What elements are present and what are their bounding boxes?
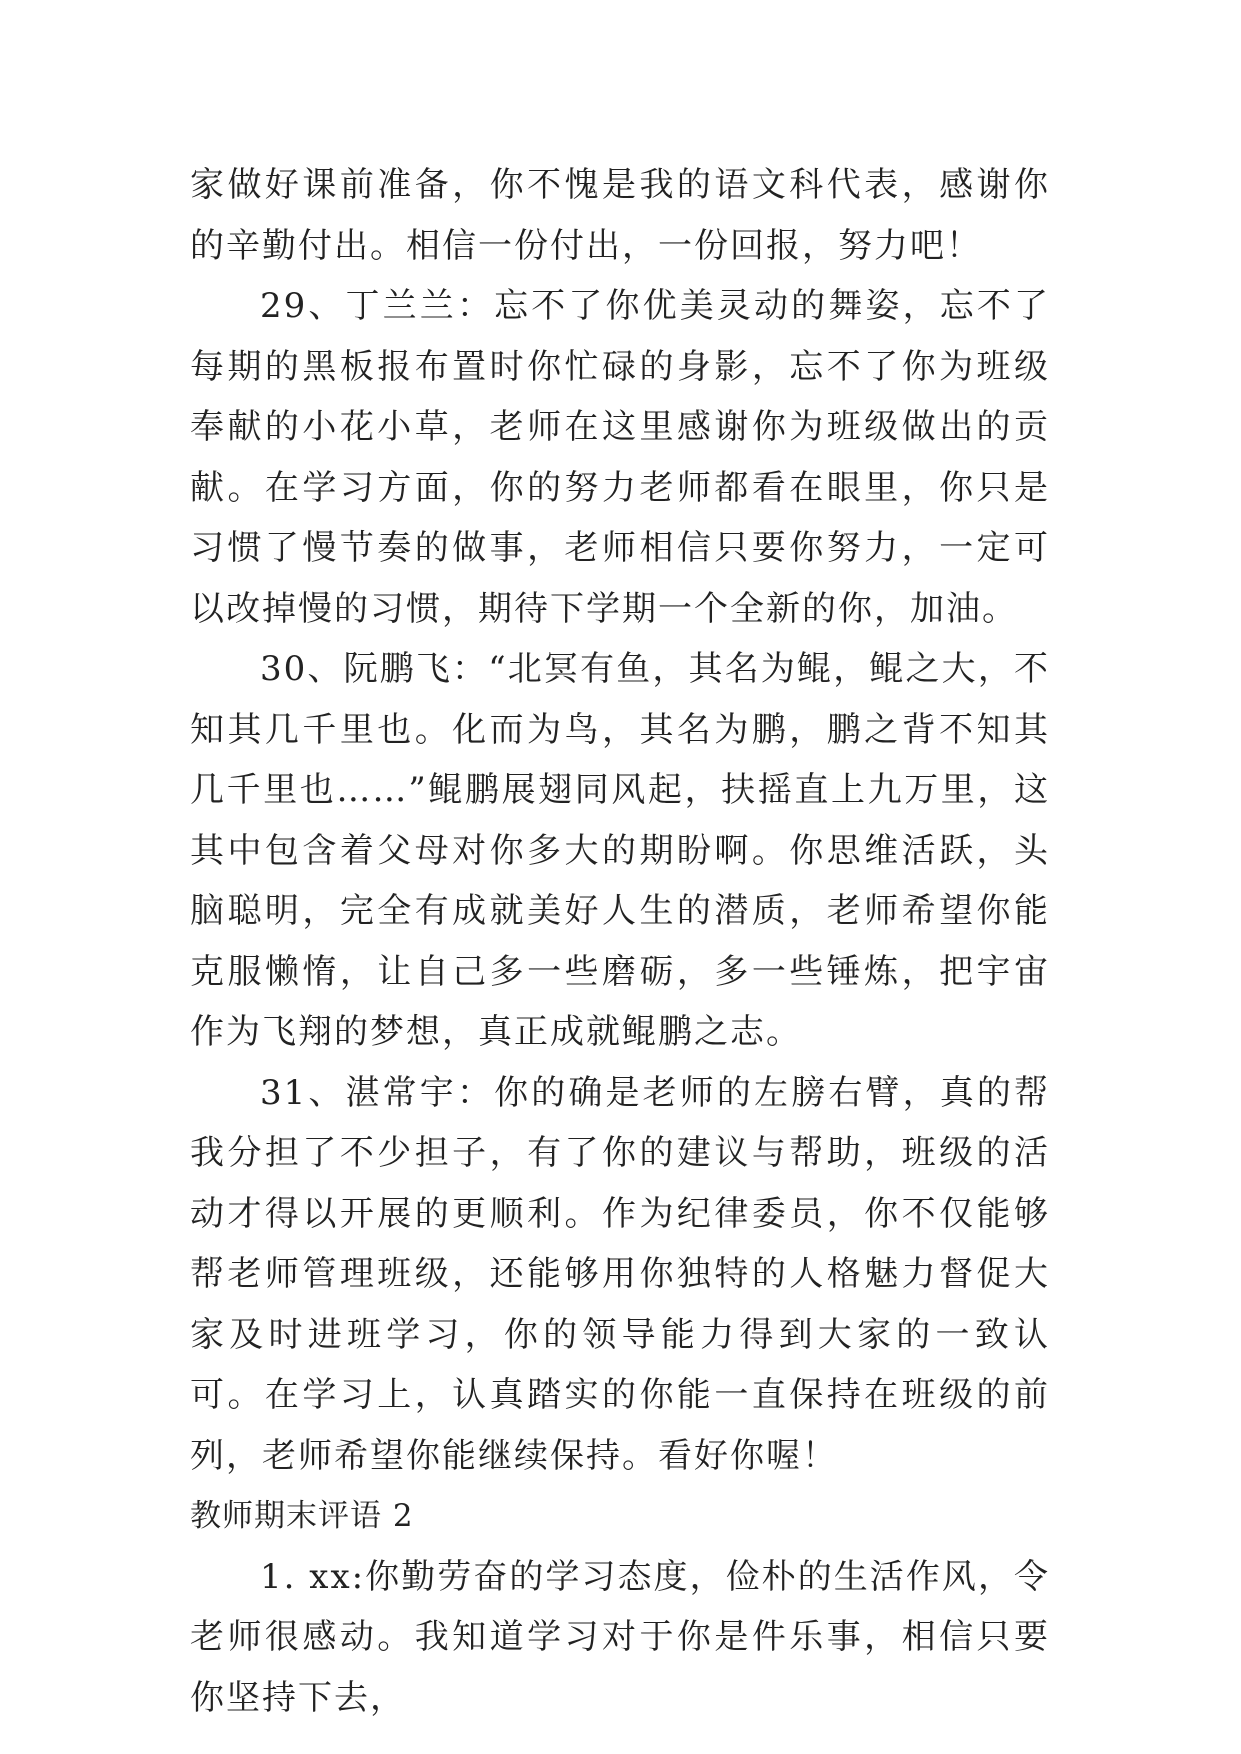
paragraph-continuation: 家做好课前准备，你不愧是我的语文科代表，感谢你的辛勤付出。相信一份付出，一份回报，努力吧！ (190, 165, 1050, 266)
paragraph-section-comment-1: 1. xx:你勤劳奋的学习态度，俭朴的生活作风，令老师很感动。我知道学习对于你是件乐事，相信只要你坚持下去， (190, 1556, 1050, 1718)
paragraph-comment-30: 30、阮鹏飞：“北冥有鱼，其名为鲲，鲲之大，不知其几千里也。化而为鸟，其名为鹏，鹏之背不知其几千里也……”鲲鹏展翅同风起，扶摇直上九万里，这其中包含着父母对你多大的期盼啊。你思维活跃，头脑聪明，完全有成就美好人生的潜质，老师希望你能克服懒惰，让自己多一些磨砺，多一些锤炼，把宇宙作为飞翔的梦想，真正成就鲲鹏之志。 (190, 649, 1050, 1052)
document-body (190, 155, 1050, 1728)
paragraph-comment-31: 31、湛常宇：你的确是老师的左膀右臂，真的帮我分担了不少担子，有了你的建议与帮助，班级的活动才得以开展的更顺利。作为纪律委员，你不仅能够帮老师管理班级，还能够用你独特的人格魅力督促大家及时进班学习，你的领导能力得到大家的一致认可。在学习上，认真踏实的你能一直保持在班级的前列，老师希望你能继续保持。看好你喔！ (190, 1072, 1050, 1476)
paragraph-comment-29: 29、丁兰兰：忘不了你优美灵动的舞姿，忘不了每期的黑板报布置时你忙碌的身影，忘不了你为班级奉献的小花小草，老师在这里感谢你为班级做出的贡献。在学习方面，你的努力老师都看在眼里，你只是习惯了慢节奏的做事，老师相信只要你努力，一定可以改掉慢的习惯，期待下学期一个全新的你，加油。 (190, 286, 1050, 629)
section-title: 教师期末评语 2 (190, 1498, 414, 1534)
